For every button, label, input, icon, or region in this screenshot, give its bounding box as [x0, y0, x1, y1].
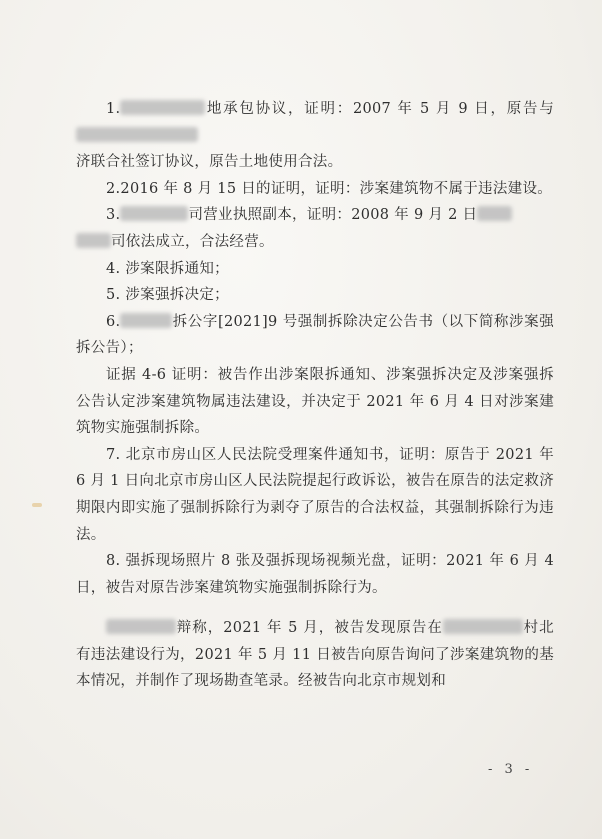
paragraph-item-5: [76, 282, 554, 309]
paragraph-text: 1.: [106, 101, 121, 117]
paragraph-defense: [76, 615, 554, 695]
paragraph-text: 村北有违法建设行为，2021 年 5 月 11 日被告向原告询问了涉案建筑物的基本情况，并制作了现场勘查笔录。经被告向北京市规划和: [76, 620, 554, 690]
paragraph-text: 司依法成立，合法经营。: [111, 233, 274, 250]
paragraph-text: 证据 4-6 证明：被告作出涉案限拆通知、涉案强拆决定及涉案强拆公告认定涉案建筑物属违法建设，并决定于 2021 年 6 月 4 日对涉案建筑物实施强制拆除。: [76, 366, 554, 437]
paragraph-evidence-4-6: [76, 362, 554, 442]
redacted-text: [120, 206, 188, 221]
document-body: [76, 96, 554, 695]
paragraph-text: 司营业执照副本，证明：2008 年 9 月 2 日: [188, 207, 478, 224]
paragraph-text: 辩称，2021 年 5 月，被告发现原告在: [176, 620, 443, 637]
redacted-text: [76, 127, 198, 142]
paragraph-item-6: [76, 309, 554, 362]
paragraph-item-8: [76, 548, 554, 601]
paragraph-item-4: [76, 256, 554, 283]
page-number: - 3 -: [488, 762, 534, 777]
paragraph-text: 3.: [106, 207, 121, 224]
redacted-text: [443, 619, 523, 634]
ink-smudge: [32, 503, 42, 507]
paragraph-text: 6.: [106, 313, 121, 330]
paragraph-text: 5. 涉案强拆决定；: [106, 287, 229, 304]
redacted-text: [120, 100, 205, 115]
paragraph-text: 7. 北京市房山区人民法院受理案件通知书，证明：原告于 2021 年 6 月 1 日向北京市房山区人民法院提起行政诉讼，被告在原告的法定救济期限内即实施了强制拆除行为剥夺了原告的合法权益，其强制拆除行为违法。: [76, 446, 554, 543]
paragraph-text: 济联合社签订协议，原告土地使用合法。: [76, 154, 343, 171]
paragraph-text: 4. 涉案限拆通知；: [106, 260, 229, 277]
paragraph-text: 8. 强拆现场照片 8 张及强拆现场视频光盘，证明：2021 年 6 月 4 日，被告对原告涉案建筑物实施强制拆除行为。: [76, 553, 554, 596]
redacted-text: [76, 233, 111, 248]
paragraph-item-2: [76, 176, 554, 203]
redacted-text: [477, 206, 512, 221]
paragraph-text: 地承包协议，证明：2007 年 5 月 9 日，原告与: [205, 101, 554, 117]
paragraph-item-7: [76, 442, 554, 548]
redacted-text: [120, 313, 172, 328]
redacted-text: [106, 619, 176, 634]
paragraph-text: 2.2016 年 8 月 15 日的证明，证明：涉案建筑物不属于违法建设。: [106, 180, 553, 197]
paragraph-text: 拆公字[2021]9 号强制拆除决定公告书（以下简称涉案强拆公告）；: [76, 313, 554, 357]
paragraph-item-1: [76, 96, 554, 176]
paragraph-item-3: [76, 202, 554, 255]
